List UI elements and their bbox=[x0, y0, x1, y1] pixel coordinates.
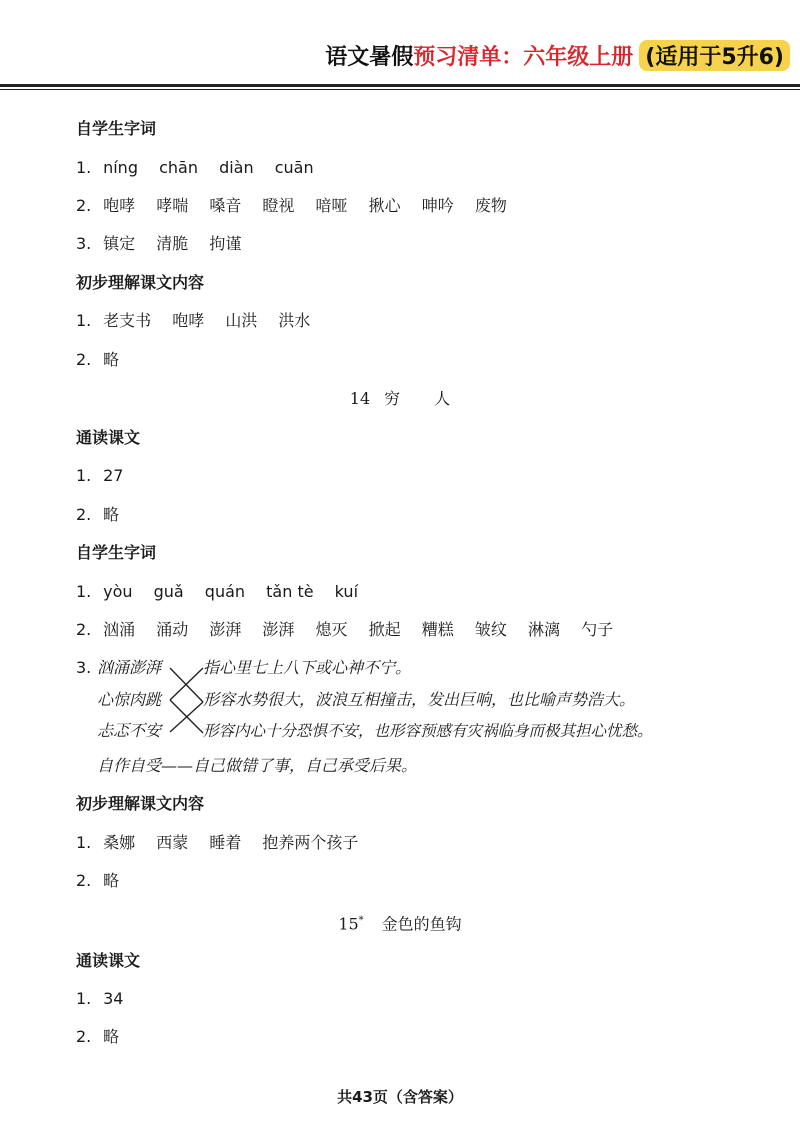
answer-line bbox=[76, 195, 507, 217]
answer-text: 略 bbox=[103, 505, 120, 524]
word: 涌动 bbox=[156, 620, 189, 639]
word: 咆哮 bbox=[172, 311, 205, 330]
section-heading: 通读课文 bbox=[76, 951, 141, 970]
item-number: 3. bbox=[76, 658, 92, 677]
section-heading: 初步理解课文内容 bbox=[76, 794, 205, 813]
answer-line bbox=[76, 349, 119, 371]
dash: —— bbox=[161, 756, 194, 775]
section-heading: 通读课文 bbox=[76, 428, 141, 447]
answer-line bbox=[76, 504, 119, 526]
lesson-title-text: 金色的鱼钩 bbox=[381, 914, 462, 934]
word: 咆哮 bbox=[103, 196, 136, 215]
answer-line bbox=[76, 832, 358, 854]
match-right-def: 指心里七上八下或心神不宁。 bbox=[203, 658, 412, 677]
optional-star: * bbox=[358, 915, 364, 926]
answer-line bbox=[76, 988, 123, 1010]
answer-text: 27 bbox=[103, 466, 124, 485]
word: 清脆 bbox=[156, 234, 189, 253]
item-number: 2. bbox=[76, 871, 92, 890]
word: 喑哑 bbox=[315, 196, 348, 215]
answer-line bbox=[76, 619, 613, 641]
word: 洪水 bbox=[278, 311, 311, 330]
word: 嗓音 bbox=[209, 196, 242, 215]
word: 哮喘 bbox=[156, 196, 189, 215]
answer-text: 略 bbox=[103, 350, 120, 369]
item-number: 1. bbox=[76, 833, 92, 852]
section-heading: 自学生字词 bbox=[76, 543, 157, 562]
item-number: 2. bbox=[76, 196, 92, 215]
word: 汹涌 bbox=[103, 620, 136, 639]
extra-term-line bbox=[97, 755, 417, 777]
item-number: 1. bbox=[76, 158, 92, 177]
answer-text: 略 bbox=[103, 1027, 120, 1046]
item-number: 1. bbox=[76, 311, 92, 330]
word: 揪心 bbox=[368, 196, 401, 215]
page-header bbox=[0, 40, 790, 80]
answer-text: 略 bbox=[103, 871, 120, 890]
pinyin: cuān bbox=[274, 158, 314, 177]
match-left-term: 忐忑不安 bbox=[97, 721, 162, 740]
item-number: 1. bbox=[76, 466, 92, 485]
pinyin: yòu bbox=[103, 582, 133, 601]
answer-line bbox=[76, 465, 123, 487]
pinyin: quán bbox=[204, 582, 246, 601]
word: 老支书 bbox=[103, 311, 152, 330]
word: 勺子 bbox=[581, 620, 614, 639]
header-rule-thin bbox=[0, 89, 800, 90]
extra-def: 自己做错了事，自己承受后果。 bbox=[193, 756, 418, 775]
header-title-part2: 预习清单：六年级上册 bbox=[413, 45, 634, 70]
item-number: 3. bbox=[76, 234, 92, 253]
lesson-title-char: 穷 bbox=[384, 389, 401, 408]
match-left-term: 汹涌澎湃 bbox=[97, 658, 162, 677]
match-left-term: 心惊肉跳 bbox=[97, 690, 162, 709]
item-number: 2. bbox=[76, 1027, 92, 1046]
match-line bbox=[170, 668, 203, 700]
word: 瞪视 bbox=[262, 196, 295, 215]
match-line bbox=[170, 700, 203, 733]
match-line bbox=[170, 702, 203, 732]
answer-line bbox=[76, 581, 358, 603]
section-heading: 初步理解课文内容 bbox=[76, 273, 205, 292]
pinyin: tǎn tè bbox=[266, 582, 314, 601]
word: 桑娜 bbox=[103, 833, 136, 852]
item-number: 1. bbox=[76, 989, 92, 1008]
word: 西蒙 bbox=[156, 833, 189, 852]
page-footer: 共43页（含答案） bbox=[337, 1088, 463, 1106]
answer-line bbox=[76, 870, 119, 892]
answer-text: 34 bbox=[103, 989, 124, 1008]
lesson-title bbox=[0, 388, 800, 410]
lesson-number: 15 bbox=[338, 914, 359, 934]
answer-line bbox=[76, 310, 310, 332]
header-title-part1: 语文暑假 bbox=[325, 45, 414, 70]
match-right-def: 形容水势很大，波浪互相撞击，发出巨响，也比喻声势浩大。 bbox=[203, 690, 636, 709]
lesson-number: 14 bbox=[349, 389, 371, 408]
word: 山洪 bbox=[225, 311, 258, 330]
word: 掀起 bbox=[368, 620, 401, 639]
word: 澎湃 bbox=[209, 620, 242, 639]
match-right-def: 形容内心十分恐惧不安，也形容预感有灾祸临身而极其担心忧愁。 bbox=[203, 722, 653, 740]
item-number: 2. bbox=[76, 350, 92, 369]
extra-term: 自作自受 bbox=[97, 756, 162, 775]
item-number: 2. bbox=[76, 620, 92, 639]
header-rule-thick bbox=[0, 84, 800, 87]
word: 澎湃 bbox=[262, 620, 295, 639]
word: 熄灭 bbox=[315, 620, 348, 639]
grade-tag: (适用于5升6) bbox=[639, 40, 790, 71]
lesson-title-char: 人 bbox=[434, 389, 451, 408]
match-line bbox=[170, 668, 203, 702]
word: 废物 bbox=[474, 196, 507, 215]
word: 皱纹 bbox=[474, 620, 507, 639]
pinyin: diàn bbox=[219, 158, 254, 177]
answer-line bbox=[76, 233, 241, 255]
word: 镇定 bbox=[103, 234, 136, 253]
word: 睡着 bbox=[209, 833, 242, 852]
word: 糟糕 bbox=[421, 620, 454, 639]
word: 抱养两个孩子 bbox=[262, 833, 359, 852]
pinyin: guǎ bbox=[153, 582, 184, 601]
answer-line bbox=[76, 1026, 119, 1048]
word: 拘谨 bbox=[209, 234, 242, 253]
section-heading: 自学生字词 bbox=[76, 119, 157, 138]
pinyin: chān bbox=[159, 158, 198, 177]
item-number: 2. bbox=[76, 505, 92, 524]
lesson-title bbox=[0, 910, 800, 935]
word: 淋漓 bbox=[527, 620, 560, 639]
pinyin: kuí bbox=[334, 582, 359, 601]
pinyin: níng bbox=[103, 158, 138, 177]
answer-line bbox=[76, 157, 314, 179]
item-number: 1. bbox=[76, 582, 92, 601]
word: 呻吟 bbox=[421, 196, 454, 215]
